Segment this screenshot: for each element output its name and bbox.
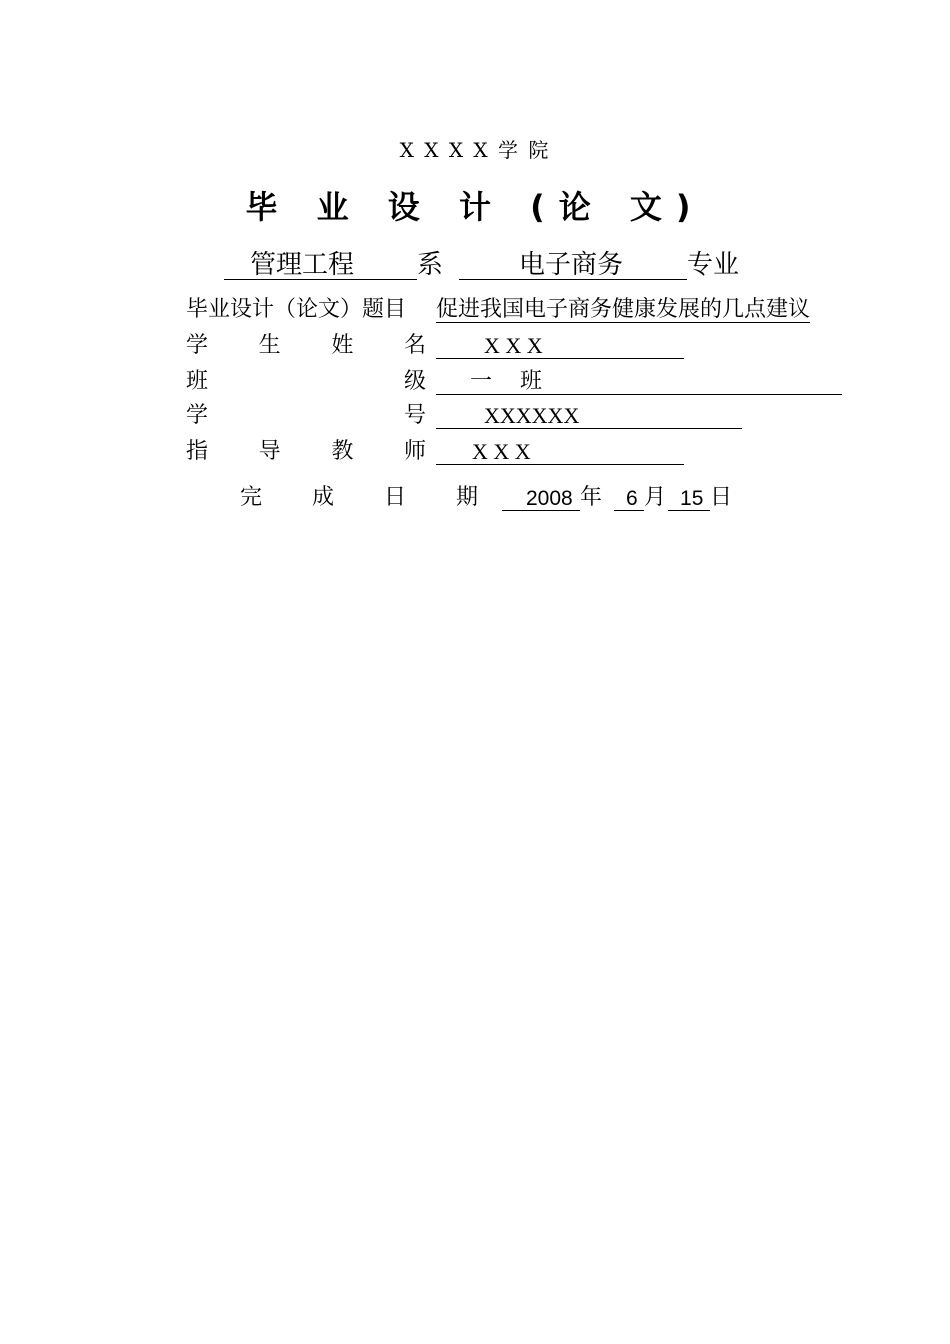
completion-label-char: 成 <box>311 485 334 510</box>
student-id-label-char: 号 <box>403 403 426 428</box>
department-suffix: 系 <box>417 250 444 280</box>
student-id-label <box>186 398 426 429</box>
completion-label-char: 完 <box>240 485 263 510</box>
advisor-label-char: 指 <box>186 439 209 464</box>
completion-label <box>240 480 478 511</box>
name-label-char: 学 <box>186 333 209 358</box>
advisor-field <box>186 434 684 465</box>
topic-value: 促进我国电子商务健康发展的几点建议 <box>436 297 811 323</box>
advisor-label-char: 师 <box>403 439 426 464</box>
document-title: 毕 业 设 计 (论 文) <box>245 188 705 226</box>
year-suffix: 年 <box>580 485 603 510</box>
name-label-char: 姓 <box>331 333 354 358</box>
class-label <box>186 364 426 395</box>
name-label-char: 生 <box>258 333 281 358</box>
topic-label: 毕业设计（论文）题目 <box>186 297 407 322</box>
completion-day: 15 <box>668 488 710 511</box>
student-id-label-char: 学 <box>186 403 209 428</box>
day-suffix: 日 <box>710 485 733 510</box>
completion-year: 2008 <box>502 488 580 511</box>
major-suffix: 专业 <box>687 250 740 280</box>
month-suffix: 月 <box>644 485 667 510</box>
completion-date-row <box>240 480 732 511</box>
advisor-label-char: 教 <box>331 439 354 464</box>
advisor-value: X X X <box>436 440 684 465</box>
class-label-char: 级 <box>403 369 426 394</box>
major-value: 电子商务 <box>459 252 687 280</box>
college-name: X X X X 学 院 <box>399 138 551 162</box>
name-field <box>186 328 684 359</box>
topic-field <box>186 292 810 323</box>
completion-month: 6 <box>614 488 644 511</box>
department-value: 管理工程 <box>224 252 417 280</box>
class-value: 一 班 <box>436 370 842 395</box>
name-label-char: 名 <box>403 333 426 358</box>
name-value: X X X <box>436 334 684 359</box>
advisor-label <box>186 434 426 465</box>
student-id-value: XXXXXX <box>436 404 742 429</box>
class-field <box>186 364 842 395</box>
advisor-label-char: 导 <box>258 439 281 464</box>
completion-label-char: 日 <box>383 485 406 510</box>
department-major-row <box>224 244 739 281</box>
completion-label-char: 期 <box>455 485 478 510</box>
name-label <box>186 328 426 359</box>
student-id-field <box>186 398 742 429</box>
class-label-char: 班 <box>186 369 209 394</box>
